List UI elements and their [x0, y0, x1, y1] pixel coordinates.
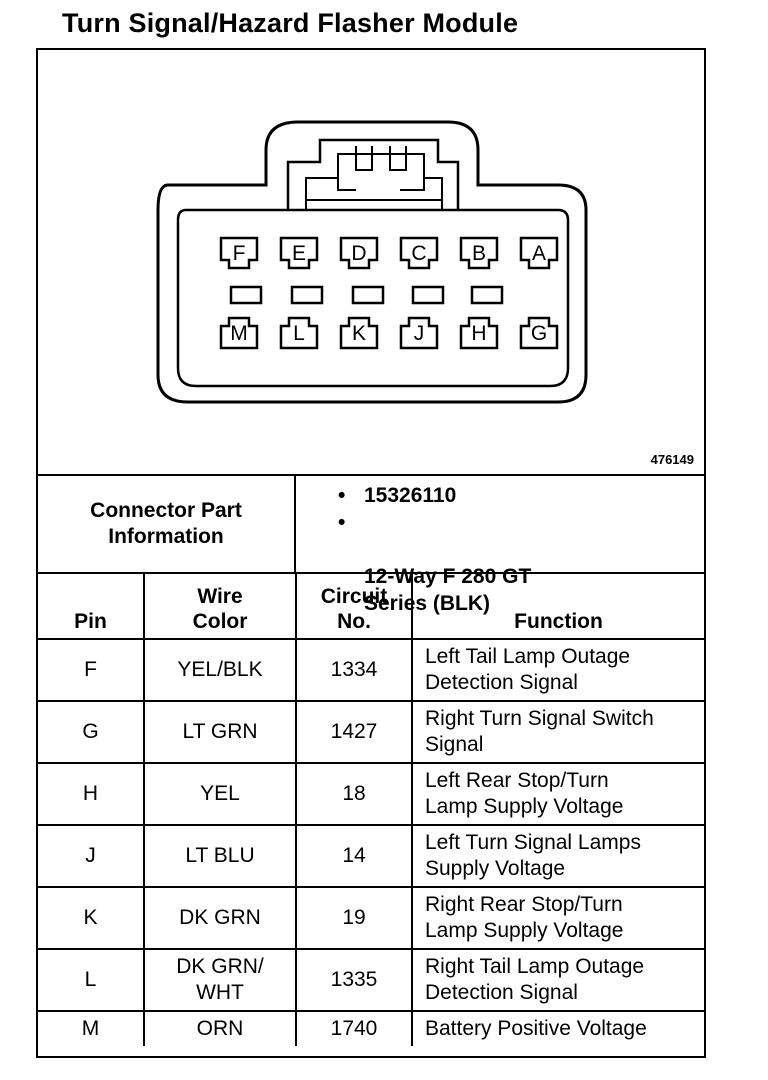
- pin-cavity-c: [401, 238, 437, 268]
- pin-label: H: [471, 322, 487, 345]
- pin-cell: H: [38, 763, 144, 825]
- pin-cell: K: [38, 887, 144, 949]
- table-row: [38, 1011, 704, 1046]
- function-cell: Left Rear Stop/Turn Lamp Supply Voltage: [412, 763, 704, 825]
- wire-color-cell: LT BLU: [144, 825, 296, 887]
- connector-info-label: Connector Part Information: [38, 476, 296, 572]
- wire-color-cell: ORN: [144, 1011, 296, 1046]
- connector-series: 12-Way F 280 GT Series (BLK): [364, 565, 532, 615]
- header-pin: Pin: [38, 574, 144, 639]
- table-row: [38, 949, 704, 1011]
- pin-cavity-m: [221, 318, 257, 348]
- pin-label: F: [232, 242, 246, 265]
- pin-cavity-k: [341, 318, 377, 348]
- function-cell: Left Turn Signal Lamps Supply Voltage: [412, 825, 704, 887]
- pin-cell: L: [38, 949, 144, 1011]
- circuit-cell: 19: [296, 887, 412, 949]
- locking-tab-inner: [306, 154, 442, 210]
- figure-number: 476149: [650, 452, 694, 467]
- circuit-cell: 1427: [296, 701, 412, 763]
- table-row: [38, 763, 704, 825]
- page-title: Turn Signal/Hazard Flasher Module: [62, 8, 519, 38]
- pin-cavity-e: [281, 238, 317, 268]
- pin-label: E: [291, 242, 307, 265]
- header-circuit-no: Circuit No.: [296, 574, 412, 639]
- pin-label: A: [531, 242, 547, 265]
- bullet-icon: •: [338, 484, 346, 507]
- pin-label: L: [293, 322, 305, 345]
- connector-face-drawing: [38, 50, 704, 474]
- pin-cell: F: [38, 639, 144, 701]
- circuit-cell: 1334: [296, 639, 412, 701]
- header-wire-color: Wire Color: [144, 574, 296, 639]
- pin-label: M: [230, 322, 248, 345]
- part-number: 15326110: [364, 484, 457, 507]
- pin-label: C: [411, 242, 427, 265]
- circuit-cell: 18: [296, 763, 412, 825]
- pin-label: G: [530, 322, 548, 345]
- connector-inner-outline: [178, 210, 568, 386]
- pin-table: [38, 574, 704, 1046]
- pin-cavity-d: [341, 238, 377, 268]
- top-row-cavities: [221, 238, 557, 268]
- pin-cell: M: [38, 1011, 144, 1046]
- wire-color-cell: DK GRN: [144, 887, 296, 949]
- table-row: [38, 639, 704, 701]
- connector-info-item: [338, 482, 531, 509]
- table-header-row: [38, 574, 704, 639]
- wire-color-cell: YEL/BLK: [144, 639, 296, 701]
- function-cell: Right Turn Signal Switch Signal: [412, 701, 704, 763]
- bullet-icon: •: [338, 511, 346, 534]
- pin-cavity-l: [281, 318, 317, 348]
- function-cell: Right Tail Lamp Outage Detection Signal: [412, 949, 704, 1011]
- row-separators: [231, 287, 502, 303]
- function-cell: Right Rear Stop/Turn Lamp Supply Voltage: [412, 887, 704, 949]
- pin-cell: G: [38, 701, 144, 763]
- pin-cavity-j: [401, 318, 437, 348]
- pin-label: B: [471, 242, 487, 265]
- pin-cell: J: [38, 825, 144, 887]
- circuit-cell: 1740: [296, 1011, 412, 1046]
- connector-diagram: [38, 50, 704, 476]
- pin-label: K: [351, 322, 367, 345]
- pin-cavity-g: [521, 318, 557, 348]
- pin-cavity-a: [521, 238, 557, 268]
- function-cell: Left Tail Lamp Outage Detection Signal: [412, 639, 704, 701]
- latch-detail: [338, 146, 424, 190]
- wire-color-cell: YEL: [144, 763, 296, 825]
- table-row: [38, 825, 704, 887]
- bottom-row-cavities: [221, 318, 557, 348]
- table-row: [38, 701, 704, 763]
- wire-color-cell: DK GRN/ WHT: [144, 949, 296, 1011]
- circuit-cell: 1335: [296, 949, 412, 1011]
- pin-cavity-f: [221, 238, 257, 268]
- circuit-cell: 14: [296, 825, 412, 887]
- pin-cavity-h: [461, 318, 497, 348]
- wire-color-cell: LT GRN: [144, 701, 296, 763]
- table-row: [38, 887, 704, 949]
- document-frame: [36, 48, 706, 1058]
- pin-label: J: [413, 322, 425, 345]
- header-function: Function: [412, 574, 704, 639]
- function-cell: Battery Positive Voltage: [412, 1011, 704, 1046]
- pin-label: D: [351, 242, 367, 265]
- pin-cavity-b: [461, 238, 497, 268]
